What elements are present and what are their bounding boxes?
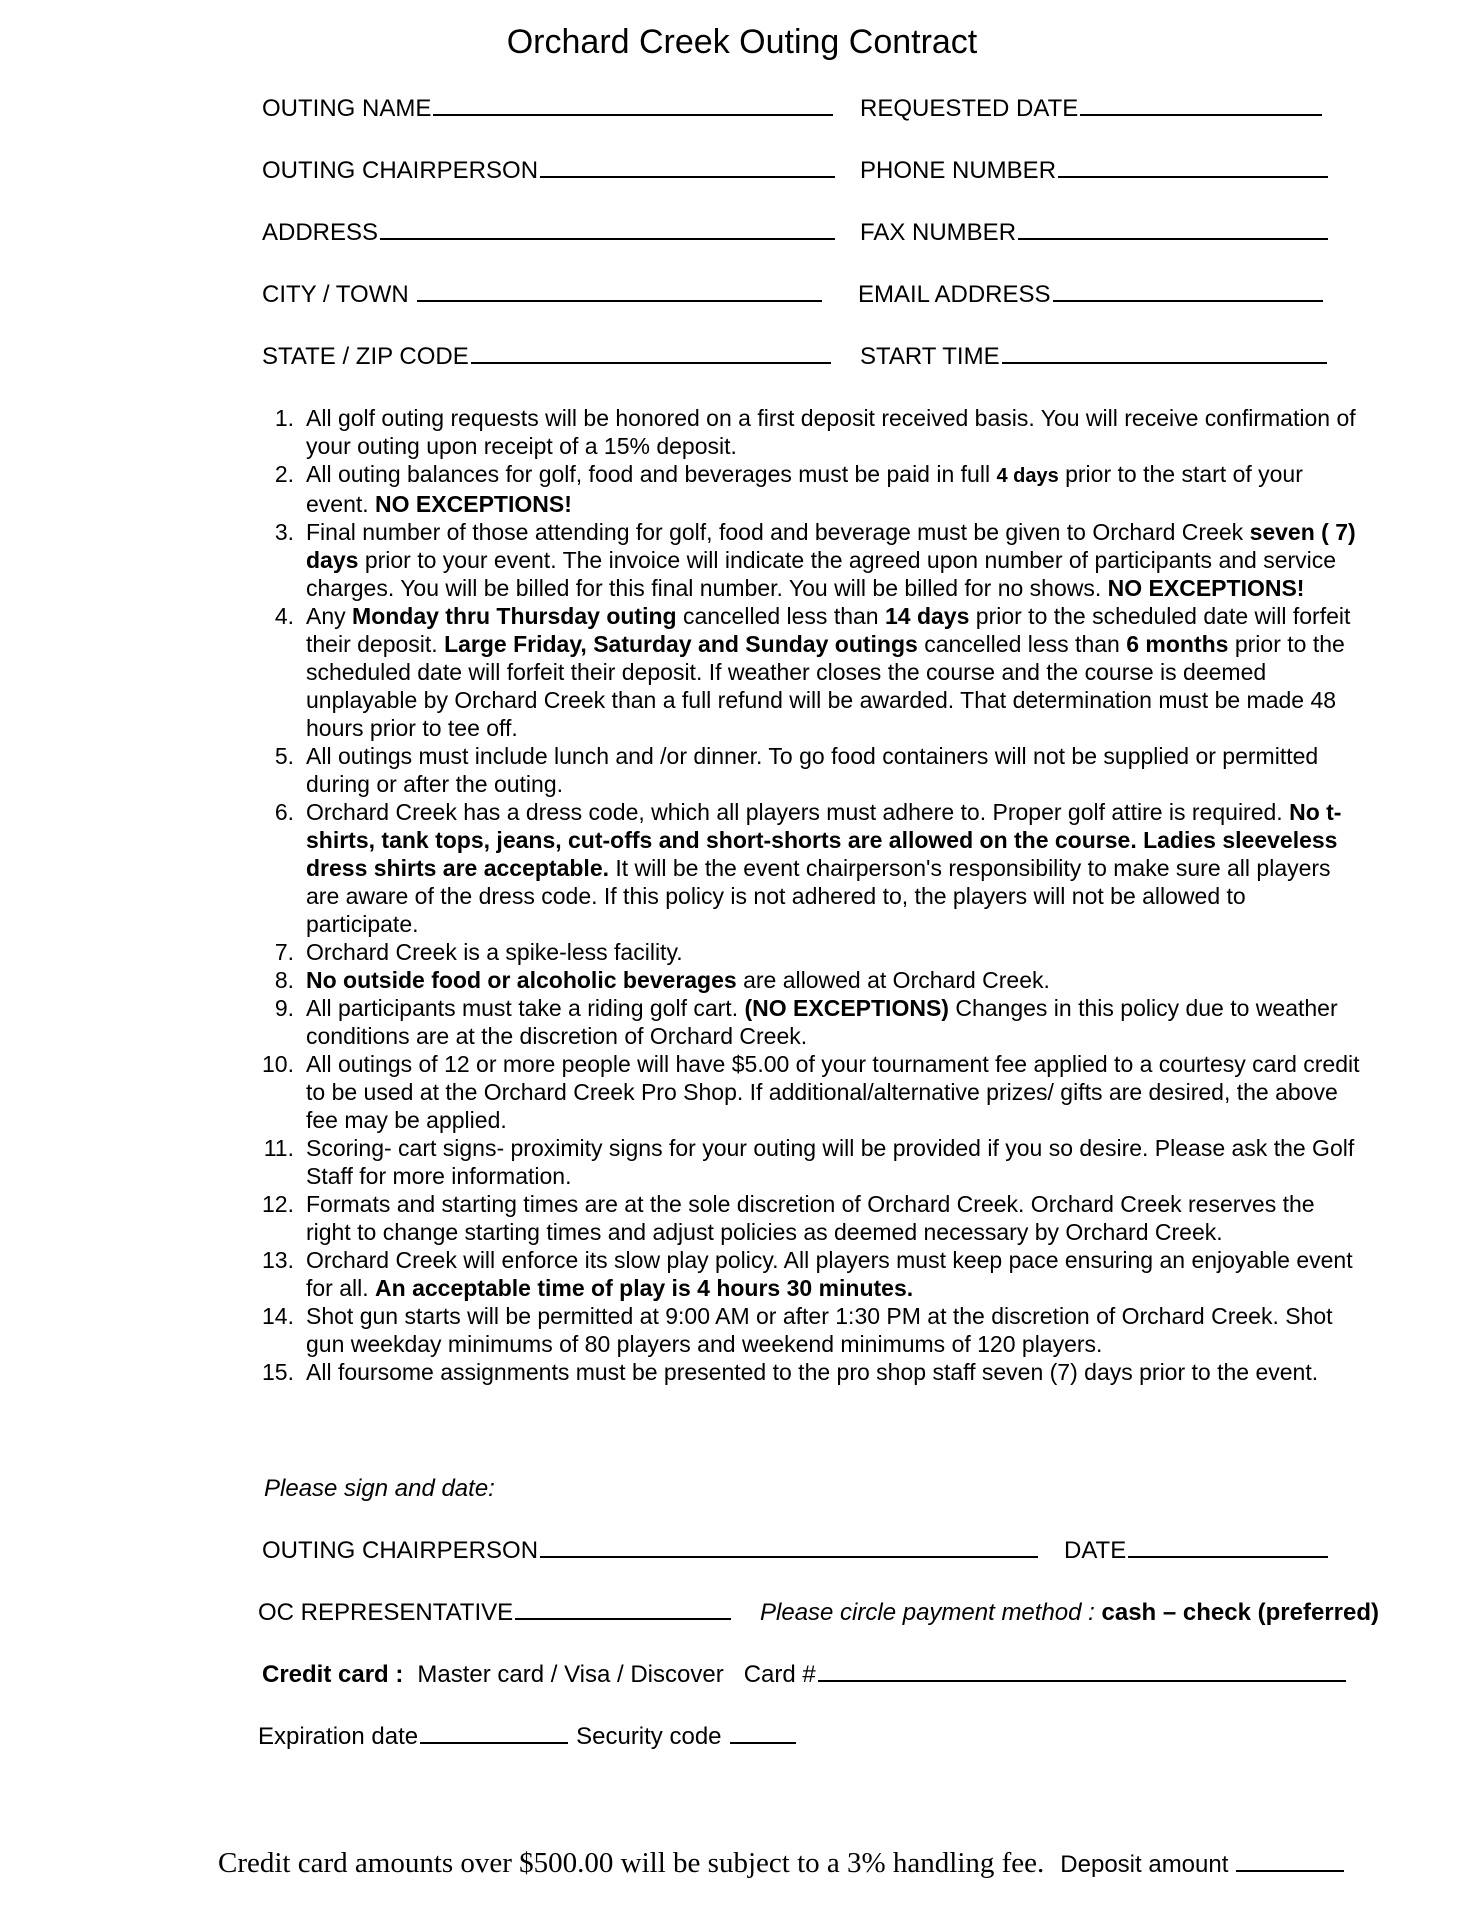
deposit-amount-line[interactable]: [1236, 1852, 1344, 1872]
oc-representative-field[interactable]: [258, 1598, 731, 1628]
chairperson-signature-label: OUTING CHAIRPERSON: [262, 1537, 539, 1564]
rule-text: Orchard Creek has a dress code, which all players must adhere to. Proper golf attire is required.: [306, 799, 1290, 825]
rule-item: [262, 602, 1362, 742]
rule-text: Final number of those attending for golf, food and beverage must be given to Orchard Creek: [306, 519, 1250, 545]
rule-number: 2.: [274, 461, 294, 487]
rule-item: [262, 966, 1362, 994]
requested-date-label: REQUESTED DATE: [860, 95, 1079, 122]
footer: [218, 1846, 1344, 1882]
rule-text: It will be the event chairperson's responsibility to make sure all players are aware of the dress code. If this policy is not adhered to, the players will not be allowed to participate.: [306, 855, 1331, 937]
rule-item: [262, 994, 1362, 1050]
rule-number: 14.: [262, 1303, 294, 1329]
email-address-line[interactable]: [1053, 282, 1323, 302]
rule-item: [262, 938, 1362, 966]
rule-text: All outing balances for golf, food and beverages must be paid in full: [306, 461, 997, 487]
city-town-field[interactable]: [262, 280, 822, 310]
phone-number-label: PHONE NUMBER: [860, 157, 1057, 184]
payment-method: [760, 1598, 1379, 1628]
state-zip-line[interactable]: [471, 344, 831, 364]
outing-name-label: OUTING NAME: [262, 95, 432, 122]
start-time-label: START TIME: [860, 343, 1000, 370]
rule-number: 6.: [274, 799, 294, 825]
city-town-label: CITY / TOWN: [262, 281, 409, 308]
rule-number: 5.: [274, 743, 294, 769]
credit-card-label: Credit card :: [262, 1661, 404, 1688]
date-label: DATE: [1064, 1537, 1127, 1564]
expiration-line[interactable]: [420, 1724, 568, 1744]
rule-item: [262, 1246, 1362, 1302]
rule-text: All outings must include lunch and /or dinner. To go food containers will not be supplied or permitted during or after the outing.: [306, 743, 1319, 797]
email-address-field[interactable]: [858, 280, 1323, 310]
rule-item: [262, 742, 1362, 798]
outing-chairperson-line[interactable]: [540, 158, 835, 178]
security-code-label: Security code: [576, 1723, 722, 1750]
chairperson-signature-line[interactable]: [540, 1538, 1038, 1558]
card-number-line[interactable]: [818, 1662, 1346, 1682]
sign-prompt: Please sign and date:: [264, 1475, 495, 1502]
rule-item: [262, 1358, 1362, 1386]
rule-text: Orchard Creek is a spike-less facility.: [306, 939, 683, 965]
document-title: Orchard Creek Outing Contract: [506, 23, 978, 61]
chairperson-signature-field[interactable]: [262, 1536, 1038, 1566]
rule-number: 9.: [274, 995, 294, 1021]
rule-number: 7.: [274, 939, 294, 965]
address-line[interactable]: [380, 220, 835, 240]
rule-text: All outings of 12 or more people will have $5.00 of your tournament fee applied to a courtesy card credit to be used at the Orchard Creek Pro Shop. If additional/alternative prizes/ gifts are desired, the above fee may be applied.: [306, 1051, 1360, 1133]
start-time-line[interactable]: [1002, 344, 1327, 364]
phone-number-field[interactable]: [860, 156, 1328, 186]
address-field[interactable]: [262, 218, 835, 248]
requested-date-field[interactable]: [860, 94, 1322, 124]
rule-number: 13.: [262, 1247, 294, 1273]
rule-item: [262, 460, 1362, 518]
rule-item: [262, 1302, 1362, 1358]
rule-text: cancelled less than: [917, 631, 1127, 657]
card-number-label: Card #: [743, 1661, 816, 1688]
handling-fee-note: Credit card amounts over $500.00 will be subject to a 3% handling fee.: [218, 1847, 1045, 1879]
rule-number: 1.: [274, 405, 294, 431]
rule-text: Orchard Creek will enforce its slow play policy. All players must keep pace ensuring an enjoyable event for all.: [306, 1247, 1353, 1301]
fax-number-label: FAX NUMBER: [860, 219, 1017, 246]
rule-number: 3.: [274, 519, 294, 545]
rule-text: Any: [306, 603, 353, 629]
rule-number: 15.: [262, 1359, 294, 1385]
outing-name-line[interactable]: [433, 96, 833, 116]
rule-text: cancelled less than: [676, 603, 885, 629]
payment-method-prompt: Please circle payment method :: [760, 1599, 1102, 1626]
rule-text: Scoring- cart signs- proximity signs for your outing will be provided if you so desire. Please ask the Golf Staff for more information.: [306, 1135, 1355, 1189]
rule-text: All foursome assignments must be presented to the pro shop staff seven (7) days prior to the event.: [306, 1359, 1319, 1385]
state-zip-field[interactable]: [262, 342, 831, 372]
date-line[interactable]: [1128, 1538, 1328, 1558]
state-zip-label: STATE / ZIP CODE: [262, 343, 469, 370]
rule-text: All golf outing requests will be honored on a first deposit received basis. You will receive confirmation of your outing upon receipt of a 15% deposit.: [306, 405, 1356, 459]
rule-text: 14 days: [884, 603, 970, 629]
rule-text: 6 months: [1126, 631, 1229, 657]
rule-number: 4.: [274, 603, 294, 629]
expiration-security-row: [258, 1722, 796, 1752]
email-address-label: EMAIL ADDRESS: [858, 281, 1051, 308]
rule-text: NO EXCEPTIONS!: [1107, 575, 1305, 601]
rule-item: [262, 404, 1362, 460]
payment-method-options[interactable]: cash – check (preferred): [1101, 1599, 1379, 1626]
fax-number-field[interactable]: [860, 218, 1328, 248]
address-label: ADDRESS: [262, 219, 379, 246]
rule-text: Shot gun starts will be permitted at 9:00 AM or after 1:30 PM at the discretion of Orchard Creek. Shot gun weekday minimums of 80 players and weekend minimums of 120 players.: [306, 1303, 1333, 1357]
rule-text: NO EXCEPTIONS!: [375, 491, 572, 517]
rule-item: [262, 518, 1362, 602]
rules-list: [262, 404, 1362, 1386]
rule-item: [262, 1134, 1362, 1190]
oc-representative-line[interactable]: [515, 1600, 731, 1620]
outing-chairperson-field[interactable]: [262, 156, 835, 186]
start-time-field[interactable]: [860, 342, 1327, 372]
fax-number-line[interactable]: [1018, 220, 1328, 240]
rule-item: [262, 1190, 1362, 1246]
city-town-line[interactable]: [417, 282, 822, 302]
rule-text: Changes in this policy due to weather conditions are at the discretion of Orchard Creek.: [306, 995, 1338, 1049]
date-field[interactable]: [1064, 1536, 1328, 1566]
rule-text: Monday thru Thursday outing: [352, 603, 677, 629]
rule-item: [262, 1050, 1362, 1134]
rule-number: 8.: [274, 967, 294, 993]
rule-text: prior to the scheduled date will forfeit their deposit. If weather closes the course and the course is deemed unplayable by Orchard Creek than a full refund will be awarded. That determination must be made 48 hours prior to tee off.: [306, 631, 1345, 741]
outing-chairperson-label: OUTING CHAIRPERSON: [262, 157, 539, 184]
rule-text: An acceptable time of play is 4 hours 30 minutes.: [375, 1275, 914, 1301]
rule-number: 12.: [262, 1191, 294, 1217]
card-types[interactable]: Master card / Visa / Discover: [417, 1661, 724, 1688]
security-code-line[interactable]: [730, 1724, 796, 1744]
deposit-amount-label: Deposit amount: [1060, 1851, 1229, 1878]
expiration-label: Expiration date: [258, 1723, 419, 1750]
rule-text: 4 days: [996, 465, 1059, 487]
rule-text: No outside food or alcoholic beverages: [306, 967, 737, 993]
rule-text: All participants must take a riding golf cart.: [306, 995, 745, 1021]
rule-number: 11.: [263, 1135, 294, 1161]
oc-representative-label: OC REPRESENTATIVE: [258, 1599, 514, 1626]
rule-text: Large Friday, Saturday and Sunday outings: [444, 631, 918, 657]
rule-text: Formats and starting times are at the sole discretion of Orchard Creek. Orchard Creek reserves the right to change starting times and adjust policies as deemed necessary by Orchard Creek.: [306, 1191, 1315, 1245]
rule-text: prior to the scheduled date will forfeit their deposit.: [306, 603, 1351, 657]
rule-text: prior to your event. The invoice will indicate the agreed upon number of participants and service charges. You will be billed for this final number. You will be billed for no shows.: [306, 547, 1337, 601]
rule-text: (NO EXCEPTIONS): [744, 995, 949, 1021]
requested-date-line[interactable]: [1080, 96, 1322, 116]
rule-number: 10.: [262, 1051, 294, 1077]
rule-text: No t-shirts, tank tops, jeans, cut-offs and short-shorts are allowed on the course. Ladies sleeveless dress shirts are acceptable.: [306, 799, 1342, 881]
credit-card-row: [262, 1660, 1346, 1690]
rule-item: [262, 798, 1362, 938]
phone-number-line[interactable]: [1058, 158, 1328, 178]
rule-text: prior to the start of your event.: [306, 461, 1303, 517]
outing-name-field[interactable]: [262, 94, 833, 124]
rule-text: seven ( 7) days: [306, 519, 1356, 573]
rule-text: are allowed at Orchard Creek.: [736, 967, 1050, 993]
